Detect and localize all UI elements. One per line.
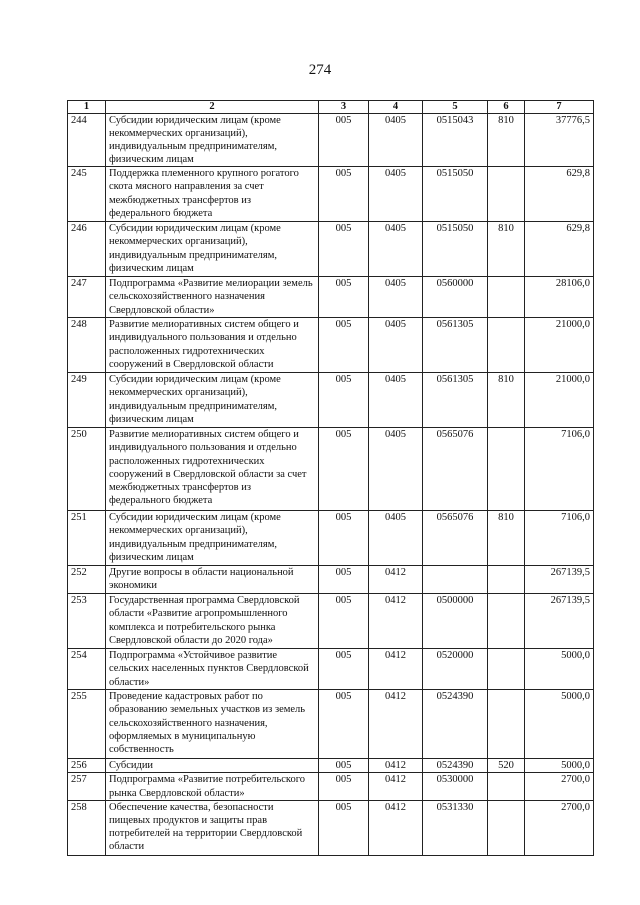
row-name-cell: Поддержка племенного крупного рогатого скота мясного направления за счет межбюджетных трансфертов из федерального бюджета (106, 167, 319, 222)
section-code-cell: 0412 (369, 690, 423, 759)
budget-table (67, 100, 594, 856)
row-number-cell: 254 (68, 649, 106, 690)
target-code-cell: 0560000 (423, 277, 488, 318)
amount-cell: 5000,0 (525, 649, 594, 690)
row-name-cell: Субсидии юридическим лицам (кроме некоммерческих организаций), индивидуальным предпринимателям, физическим лицам (106, 373, 319, 428)
amount-cell: 629,8 (525, 222, 594, 277)
row-name-cell: Развитие мелиоративных систем общего и индивидуального пользования и отдельно расположенных гидротехнических сооружений в Свердловской области (106, 318, 319, 373)
expense-type-cell: 520 (488, 759, 525, 773)
table-row (68, 594, 594, 649)
table-row (68, 428, 594, 511)
admin-code-cell: 005 (319, 594, 369, 649)
header-cell: 3 (319, 101, 369, 114)
row-number-cell: 246 (68, 222, 106, 277)
admin-code-cell: 005 (319, 428, 369, 511)
header-cell: 6 (488, 101, 525, 114)
header-cell: 4 (369, 101, 423, 114)
section-code-cell: 0412 (369, 566, 423, 594)
admin-code-cell: 005 (319, 277, 369, 318)
section-code-cell: 0405 (369, 222, 423, 277)
table-row (68, 167, 594, 222)
table-row (68, 800, 594, 855)
admin-code-cell: 005 (319, 800, 369, 855)
target-code-cell: 0565076 (423, 511, 488, 566)
row-name-cell: Другие вопросы в области национальной экономики (106, 566, 319, 594)
admin-code-cell: 005 (319, 649, 369, 690)
section-code-cell: 0405 (369, 428, 423, 511)
section-code-cell: 0412 (369, 649, 423, 690)
amount-cell: 5000,0 (525, 690, 594, 759)
row-name-cell: Субсидии юридическим лицам (кроме некоммерческих организаций), индивидуальным предпринимателям, физическим лицам (106, 511, 319, 566)
row-number-cell: 258 (68, 800, 106, 855)
admin-code-cell: 005 (319, 373, 369, 428)
target-code-cell: 0530000 (423, 773, 488, 800)
section-code-cell: 0405 (369, 373, 423, 428)
admin-code-cell: 005 (319, 222, 369, 277)
amount-cell: 21000,0 (525, 318, 594, 373)
row-name-cell: Субсидии юридическим лицам (кроме некоммерческих организаций), индивидуальным предпринимателям, физическим лицам (106, 222, 319, 277)
section-code-cell: 0405 (369, 511, 423, 566)
row-number-cell: 250 (68, 428, 106, 511)
expense-type-cell (488, 277, 525, 318)
header-cell: 2 (106, 101, 319, 114)
target-code-cell: 0515043 (423, 114, 488, 167)
target-code-cell: 0515050 (423, 222, 488, 277)
amount-cell: 267139,5 (525, 566, 594, 594)
amount-cell: 28106,0 (525, 277, 594, 318)
table-row (68, 373, 594, 428)
row-number-cell: 247 (68, 277, 106, 318)
admin-code-cell: 005 (319, 690, 369, 759)
table-row (68, 566, 594, 594)
row-name-cell: Проведение кадастровых работ по образованию земельных участков из земель сельскохозяйственного назначения, оформляемых в муниципальную собственность (106, 690, 319, 759)
table-row (68, 649, 594, 690)
amount-cell: 7106,0 (525, 511, 594, 566)
amount-cell: 267139,5 (525, 594, 594, 649)
table-row (68, 759, 594, 773)
expense-type-cell: 810 (488, 511, 525, 566)
page-number: 274 (308, 62, 332, 78)
admin-code-cell: 005 (319, 318, 369, 373)
section-code-cell: 0405 (369, 167, 423, 222)
row-number-cell: 253 (68, 594, 106, 649)
target-code-cell: 0561305 (423, 373, 488, 428)
expense-type-cell (488, 167, 525, 222)
section-code-cell: 0412 (369, 773, 423, 800)
header-row (68, 101, 594, 114)
expense-type-cell (488, 428, 525, 511)
row-name-cell: Субсидии (106, 759, 319, 773)
section-code-cell: 0405 (369, 114, 423, 167)
amount-cell: 21000,0 (525, 373, 594, 428)
amount-cell: 629,8 (525, 167, 594, 222)
section-code-cell: 0412 (369, 800, 423, 855)
table-row (68, 318, 594, 373)
target-code-cell: 0524390 (423, 690, 488, 759)
expense-type-cell (488, 773, 525, 800)
amount-cell: 7106,0 (525, 428, 594, 511)
section-code-cell: 0405 (369, 318, 423, 373)
admin-code-cell: 005 (319, 167, 369, 222)
expense-type-cell (488, 800, 525, 855)
admin-code-cell: 005 (319, 566, 369, 594)
row-number-cell: 251 (68, 511, 106, 566)
target-code-cell: 0531330 (423, 800, 488, 855)
table-row (68, 277, 594, 318)
row-number-cell: 249 (68, 373, 106, 428)
admin-code-cell: 005 (319, 114, 369, 167)
target-code-cell: 0515050 (423, 167, 488, 222)
section-code-cell: 0405 (369, 277, 423, 318)
target-code-cell: 0565076 (423, 428, 488, 511)
admin-code-cell: 005 (319, 773, 369, 800)
row-number-cell: 252 (68, 566, 106, 594)
row-number-cell: 248 (68, 318, 106, 373)
table-row (68, 511, 594, 566)
row-number-cell: 255 (68, 690, 106, 759)
target-code-cell: 0520000 (423, 649, 488, 690)
expense-type-cell: 810 (488, 222, 525, 277)
header-cell: 1 (68, 101, 106, 114)
row-name-cell: Государственная программа Свердловской области «Развитие агропромышленного комплекса и потребительского рынка Свердловской области до 2020 года» (106, 594, 319, 649)
row-number-cell: 257 (68, 773, 106, 800)
row-name-cell: Субсидии юридическим лицам (кроме некоммерческих организаций), индивидуальным предпринимателям, физическим лицам (106, 114, 319, 167)
admin-code-cell: 005 (319, 759, 369, 773)
header-cell: 7 (525, 101, 594, 114)
target-code-cell: 0561305 (423, 318, 488, 373)
expense-type-cell (488, 594, 525, 649)
amount-cell: 2700,0 (525, 773, 594, 800)
table-row (68, 773, 594, 800)
expense-type-cell (488, 690, 525, 759)
table-row (68, 690, 594, 759)
amount-cell: 5000,0 (525, 759, 594, 773)
expense-type-cell: 810 (488, 373, 525, 428)
amount-cell: 37776,5 (525, 114, 594, 167)
row-number-cell: 256 (68, 759, 106, 773)
expense-type-cell: 810 (488, 114, 525, 167)
amount-cell: 2700,0 (525, 800, 594, 855)
section-code-cell: 0412 (369, 594, 423, 649)
admin-code-cell: 005 (319, 511, 369, 566)
header-cell: 5 (423, 101, 488, 114)
row-name-cell: Подпрограмма «Устойчивое развитие сельских населенных пунктов Свердловской области» (106, 649, 319, 690)
table-row (68, 222, 594, 277)
row-number-cell: 244 (68, 114, 106, 167)
row-name-cell: Подпрограмма «Развитие потребительского рынка Свердловской области» (106, 773, 319, 800)
expense-type-cell (488, 318, 525, 373)
section-code-cell: 0412 (369, 759, 423, 773)
target-code-cell (423, 566, 488, 594)
row-number-cell: 245 (68, 167, 106, 222)
table-row (68, 114, 594, 167)
expense-type-cell (488, 566, 525, 594)
row-name-cell: Обеспечение качества, безопасности пищевых продуктов и защиты прав потребителей на территории Свердловской области (106, 800, 319, 855)
target-code-cell: 0524390 (423, 759, 488, 773)
expense-type-cell (488, 649, 525, 690)
row-name-cell: Подпрограмма «Развитие мелиорации земель сельскохозяйственного назначения Свердловской области» (106, 277, 319, 318)
row-name-cell: Развитие мелиоративных систем общего и индивидуального пользования и отдельно расположенных гидротехнических сооружений в Свердловской области за счет межбюджетных трансфертов из федерального бюджета (106, 428, 319, 511)
target-code-cell: 0500000 (423, 594, 488, 649)
